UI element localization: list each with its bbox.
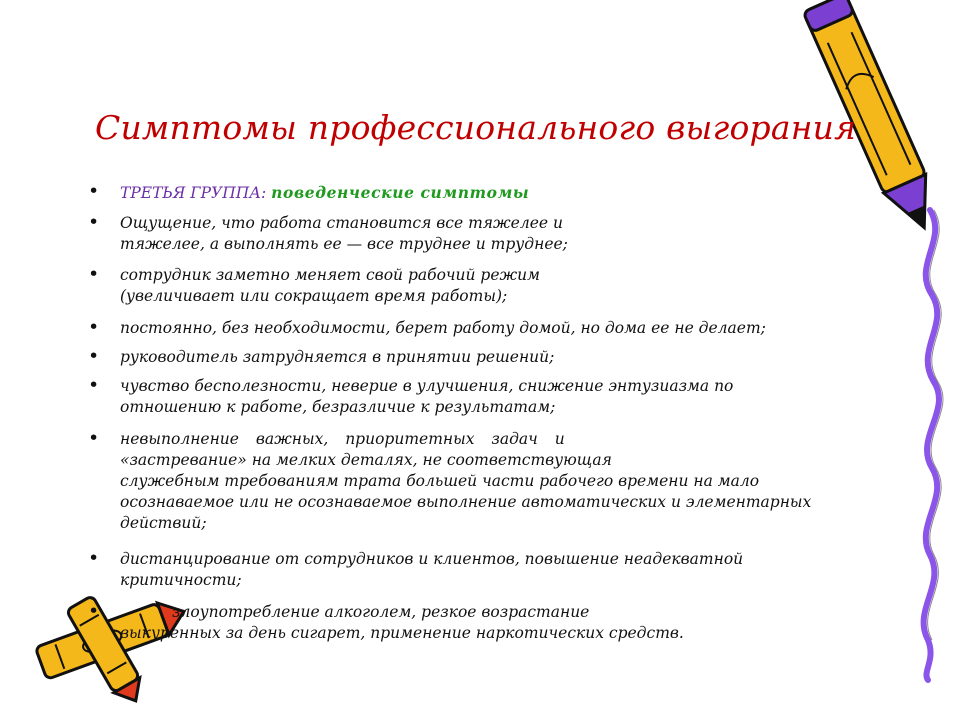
group-emphasis: поведенческие симптомы <box>271 183 530 202</box>
bullet-icon: • <box>88 211 100 233</box>
list-item-text: руководитель затрудняется в принятии решений; <box>120 348 555 366</box>
slide-title: Симптомы профессионального выгорания <box>95 108 857 147</box>
bullet-icon: • <box>88 345 100 367</box>
group-label: ТРЕТЬЯ ГРУППА: <box>120 184 267 202</box>
bullet-icon: • <box>88 180 100 202</box>
bullet-icon: • <box>88 374 100 396</box>
list-item-text: сотрудник заметно меняет свой рабочий режим (увеличивает или сокращает время работы); <box>120 266 540 305</box>
bullet-icon: • <box>88 547 100 569</box>
list-item-text: Ощущение, что работа становится все тяжелее и тяжелее, а выполнять ее — все труднее и труднее; <box>120 214 568 253</box>
bullet-icon: • <box>88 427 100 449</box>
group-heading <box>120 182 858 204</box>
bullet-icon: • <box>88 600 100 622</box>
list-item-text: дистанцирование от сотрудников и клиентов, повышение неадекватной критичности; <box>120 550 744 589</box>
list-item-text: невыполнение важных, приоритетных задач и «застревание» на мелких деталях, не соответствующая служебным требованиям трата большей части рабочего времени на мало осознаваемое или не осознаваемое выполнение автоматических и элементарных действий; <box>120 430 812 532</box>
list-item-text: злоупотребление алкоголем, резкое возрастание выкуренных за день сигарет, применение наркотических средств. <box>120 603 684 642</box>
bullet-icon: • <box>88 263 100 285</box>
bullet-icon: • <box>88 316 100 338</box>
list-item-text: постоянно, без необходимости, берет работу домой, но дома ее не делает; <box>120 319 766 337</box>
list-item-text: чувство бесполезности, неверие в улучшения, снижение энтузиазма по отношению к работе, безразличие к результатам; <box>120 377 734 416</box>
